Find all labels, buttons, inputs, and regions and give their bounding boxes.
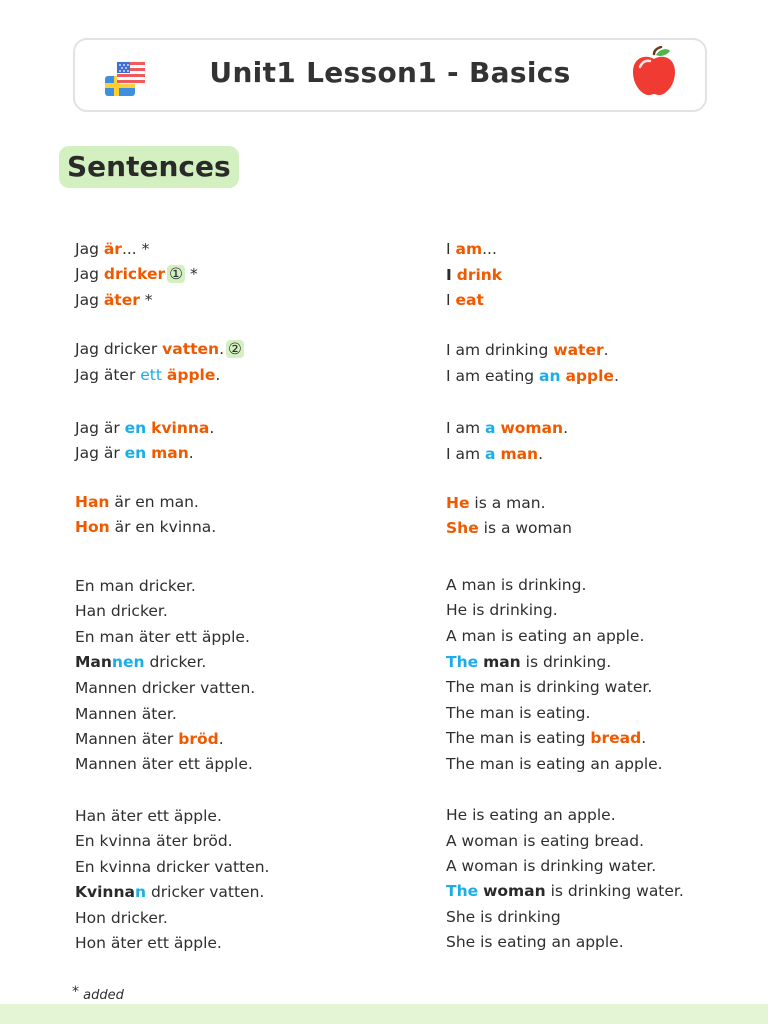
lesson-title: Unit1 Lesson1 - Basics	[209, 56, 571, 89]
english-sentence	[446, 678, 652, 696]
swedish-sentence	[75, 755, 253, 773]
highlighted-word: man	[151, 444, 189, 462]
article-word: ett	[140, 366, 162, 384]
swedish-sentence	[75, 909, 168, 927]
sentence-text: Jag dricker	[75, 340, 163, 358]
swedish-sentence	[75, 419, 214, 437]
swedish-sentence	[75, 340, 244, 358]
sentence-text: .	[641, 729, 647, 747]
highlighted-word: eat	[455, 291, 484, 309]
article-word: a	[485, 445, 496, 463]
sentence-text: The man is eating an apple.	[446, 755, 663, 773]
sentence-text: I am	[446, 419, 486, 437]
apple-icon	[628, 46, 680, 98]
sentence-text: A man is drinking.	[446, 576, 587, 594]
swedish-sentence	[75, 832, 233, 850]
english-sentence	[446, 240, 497, 258]
footnote-number-badge: ②	[228, 340, 242, 358]
sentence-text: .	[538, 445, 544, 463]
sentence-text: ...	[482, 240, 497, 258]
sentence-text: She is eating an apple.	[446, 933, 624, 951]
english-sentence	[446, 576, 586, 594]
sentence-text: Jag	[75, 240, 104, 258]
sentence-text: En kvinna äter bröd.	[75, 832, 233, 850]
emphasized-word: I	[446, 266, 452, 284]
footnote-text: added	[83, 988, 124, 1003]
sentence-text: En kvinna dricker vatten.	[75, 858, 270, 876]
footnote-number-badge: ①	[169, 265, 184, 283]
article-word: a	[485, 419, 496, 437]
sentence-text: She is drinking	[446, 908, 561, 926]
sentence-text: En man dricker.	[75, 577, 196, 595]
sentence-text: A man is eating an apple.	[446, 627, 645, 645]
highlighted-word: kvinna	[151, 419, 210, 437]
highlighted-word: äpple	[166, 366, 216, 384]
article-word: en	[124, 444, 147, 462]
sentence-text: .	[563, 419, 568, 437]
lesson-header-card	[73, 38, 707, 112]
highlighted-word: man	[500, 445, 539, 463]
english-sentence	[446, 653, 611, 671]
sentence-text: He is drinking.	[446, 601, 558, 619]
highlighted-word: dricker	[103, 265, 166, 283]
english-sentence	[446, 494, 546, 512]
sentence-text: Han äter ett äpple.	[75, 807, 222, 825]
swedish-sentence	[75, 883, 264, 901]
english-sentence	[446, 519, 572, 537]
sentence-text: Jag är	[75, 419, 125, 437]
bottom-band	[0, 1004, 768, 1024]
highlighted-word: är	[103, 240, 122, 258]
swedish-sentence	[75, 518, 216, 536]
sentence-text: Han dricker.	[75, 602, 168, 620]
highlighted-word: apple	[565, 367, 614, 385]
footnote-star: *	[72, 984, 79, 1000]
english-sentence	[446, 704, 590, 722]
english-sentence	[446, 729, 646, 747]
sentence-text: Jag äter	[75, 366, 141, 384]
sentence-text: Mannen äter.	[75, 705, 177, 723]
sentence-text: Jag är	[75, 444, 125, 462]
english-sentence	[446, 627, 644, 645]
english-sentence	[446, 266, 502, 284]
highlighted-word: He	[446, 494, 470, 512]
sentence-text: He is eating an apple.	[446, 806, 616, 824]
swedish-sentence	[75, 705, 177, 723]
english-sentence	[446, 291, 484, 309]
sentence-text: .	[613, 367, 619, 385]
highlighted-word: She	[446, 519, 479, 537]
swedish-sentence	[75, 602, 168, 620]
english-sentence	[446, 445, 543, 463]
swedish-sentence	[75, 934, 222, 952]
sentence-text: is a woman	[478, 519, 572, 537]
sentence-text: is drinking.	[520, 653, 612, 671]
swedish-sentence	[75, 265, 198, 283]
highlighted-word: äter	[103, 291, 140, 309]
english-sentence	[446, 908, 561, 926]
sentence-text: Mannen dricker vatten.	[75, 679, 256, 697]
sentence-text: Hon äter ett äpple.	[75, 934, 222, 952]
english-sentence	[446, 933, 624, 951]
swedish-sentence	[75, 291, 153, 309]
highlighted-word: Hon	[75, 518, 110, 536]
swedish-sentence	[75, 628, 250, 646]
sentence-text: En man äter ett äpple.	[75, 628, 250, 646]
sentence-text: .	[209, 419, 215, 437]
article-word: nen	[111, 653, 145, 671]
footnote	[72, 984, 124, 1003]
highlighted-word: drink	[456, 266, 503, 284]
english-sentence	[446, 419, 568, 437]
sentence-text: I	[446, 291, 456, 309]
sentence-text: The man is drinking water.	[446, 678, 653, 696]
emphasized-word: Kvinna	[75, 883, 135, 901]
sentence-text: *	[139, 291, 153, 309]
sentence-text: är en man.	[109, 493, 199, 511]
emphasized-word: Man	[75, 653, 112, 671]
sentence-text: .	[215, 366, 221, 384]
sentence-text: är en kvinna.	[109, 518, 217, 536]
sentence-text: *	[185, 265, 198, 283]
article-word: en	[124, 419, 147, 437]
highlighted-word: woman	[500, 419, 564, 437]
highlighted-word: bröd	[178, 730, 219, 748]
english-sentence	[446, 806, 616, 824]
highlighted-word: vatten	[162, 340, 220, 358]
swedish-sentence	[75, 577, 196, 595]
sentence-text: dricker vatten.	[146, 883, 265, 901]
sentence-text: dricker.	[144, 653, 207, 671]
emphasized-word: woman	[483, 882, 546, 900]
english-sentence	[446, 601, 558, 619]
sentence-text: The man is eating.	[446, 704, 591, 722]
article-word: The	[446, 653, 479, 671]
article-word: n	[134, 883, 147, 901]
sentence-text: The man is eating	[446, 729, 591, 747]
sentence-text: .	[603, 341, 609, 359]
sentence-text: A woman is drinking water.	[446, 857, 657, 875]
emphasized-word: man	[483, 653, 521, 671]
english-sentence	[446, 832, 644, 850]
article-word: an	[539, 367, 561, 385]
sentence-text: Hon dricker.	[75, 909, 168, 927]
swedish-sentence	[75, 653, 206, 671]
english-sentence	[446, 857, 656, 875]
sentence-text: ... *	[121, 240, 150, 258]
swedish-sentence	[75, 807, 222, 825]
article-word: The	[446, 882, 479, 900]
sentence-text: Mannen äter ett äpple.	[75, 755, 253, 773]
sentence-text: A woman is eating bread.	[446, 832, 645, 850]
english-sentence	[446, 755, 663, 773]
sentence-text: .	[219, 340, 225, 358]
sentence-text: I	[446, 240, 456, 258]
english-sentence	[446, 882, 684, 900]
english-sentence	[446, 367, 619, 385]
swedish-sentence	[75, 730, 224, 748]
sentence-text: I am	[446, 445, 486, 463]
section-heading: Sentences	[59, 146, 239, 188]
english-sentence	[446, 341, 609, 359]
swedish-sentence	[75, 240, 149, 258]
sentence-text: Mannen äter	[75, 730, 179, 748]
highlighted-word: am	[455, 240, 483, 258]
sentence-text: is a man.	[469, 494, 546, 512]
sentence-text: I am drinking	[446, 341, 554, 359]
highlighted-word: bread	[590, 729, 642, 747]
swedish-sentence	[75, 493, 199, 511]
swedish-sentence	[75, 366, 220, 384]
sentence-text: Jag	[75, 291, 104, 309]
sentence-text: .	[188, 444, 194, 462]
sentence-text: Jag	[75, 265, 104, 283]
swedish-sentence	[75, 444, 194, 462]
sentence-text: .	[218, 730, 224, 748]
sentence-text: I am eating	[446, 367, 540, 385]
swedish-sentence	[75, 679, 255, 697]
highlighted-word: water	[553, 341, 604, 359]
swedish-sentence	[75, 858, 269, 876]
sentence-text: is drinking water.	[545, 882, 684, 900]
highlighted-word: Han	[75, 493, 110, 511]
